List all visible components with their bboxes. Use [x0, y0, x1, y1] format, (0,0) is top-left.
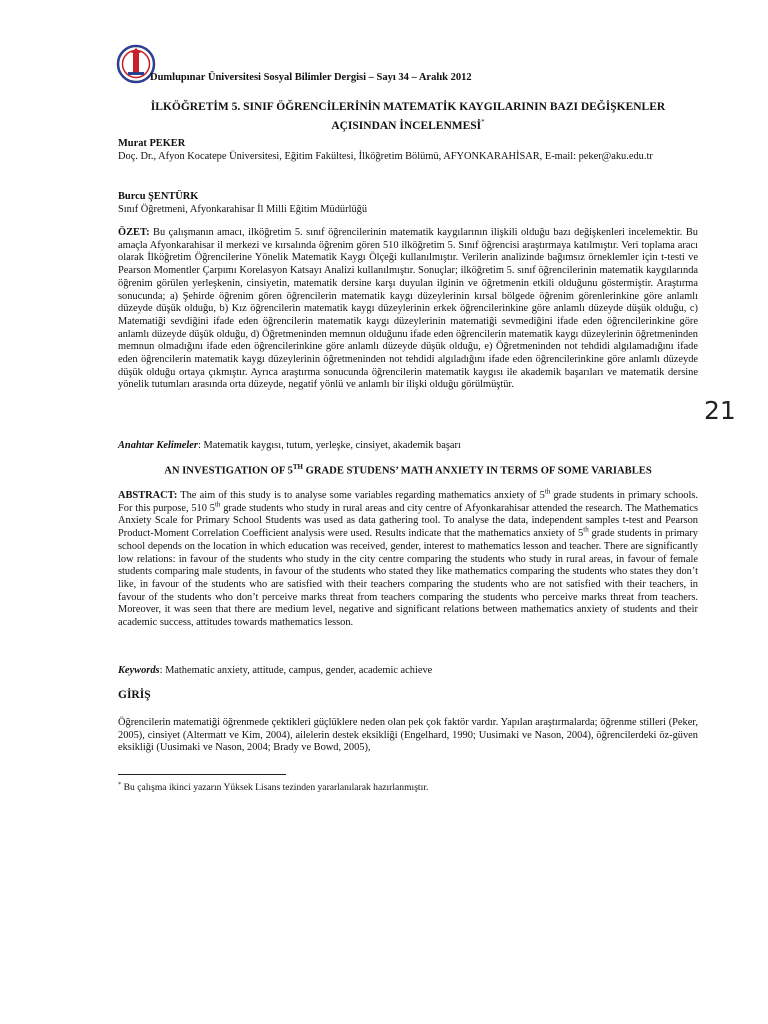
anahtar-kelimeler	[118, 440, 698, 453]
section-heading-giris: GİRİŞ	[118, 689, 151, 701]
footnote-text: Bu çalışma ikinci yazarın Yüksek Lisans tezinden yararlanılarak hazırlanmıştır.	[121, 782, 429, 794]
anahtar-label: Anahtar Kelimeler	[118, 440, 198, 451]
keywords-label: Keywords	[118, 665, 160, 676]
english-title-after: GRADE STUDENS’ MATH ANXIETY IN TERMS OF SOME VARIABLES	[302, 465, 652, 477]
title-line-1: İLKÖĞRETİM 5. SINIF ÖĞRENCİLERİNİN MATEMATİK KAYGILARININ BAZI DEĞİŞKENLER	[150, 101, 666, 113]
author-1-name: Murat PEKER	[118, 138, 186, 149]
ozet-label: ÖZET:	[118, 227, 150, 238]
title-line-2	[118, 115, 698, 134]
abstract-label: ABSTRACT:	[118, 490, 178, 501]
ozet-text: Bu çalışmanın amacı, ilköğretim 5. sınıf öğrencilerinin matematik kaygılarının ilişkili olduğu bazı değişkenleri incelemektir. Bu amaçla Afyonkarahisar il merkezi ve kırsalında öğrenim gören 510 ilköğretim 5. Sınıf öğrencisi araştırmaya katılmıştır. Veri toplama aracı olarak İlköğretim Öğrencilerine Yönelik Matematik Kaygı Ölçeği kullanılmıştır. Verilerin analizinde bağımsız örneklemler için t-testi ve Pearson Momentler Çarpımı Korelasyon Katsayı Analizi kullanılmıştır. Sonuçlar; ilköğretim 5. sınıf öğrencilerinin matematik kaygılarında öğrenim görülen yerleşkenin, cinsiyetin, matematik dersine karşı duyulan ilginin ve öğretmenin etkili olduğunu göstermiştir. Araştırma sonucunda; a) Şehirde öğrenim gören öğrencilerin matematik kaygı düzeylerinin kırsal bölgede öğrenim görenlerinkine göre anlamlı düzeyde düşük olduğu, b) Kız öğrencilerin matematik kaygı düzeylerinin erkek öğrencilerinkine göre anlamlı düzeyde düşük olduğu, c) Matematiği sevdiğini ifade eden öğrencilerin matematik kaygı düzeylerinin matematiği sevmediğini ifade eden öğrencilerinkine göre anlamlı düzeyde düşük olduğu, d) Öğretmeninden memnun olduğunu ifade eden öğrencilerin matematik kaygı düzeylerinin öğretmeninden memnun olmadığını ifade eden öğrencilerinkine göre anlamlı düzeyde düşük olduğu, e) Öğretmeninden not tehdidi algılamadığını ifade eden öğrencilerin matematik kaygı düzeylerinin öğretmeninden not tehdidi algıladığını ifade eden öğrencilerinkine göre anlamlı düzeyde düşük olduğu ortaya çıkmıştır. Ayrıca araştırma sonucunda öğrencilerin matematik kaygısı ile akademik başarıları ve matematik dersine yönelik tutumları arasında orta düzeyde, negatif yönlü ve anlamlı bir ilişki olduğu görülmüştür.	[118, 227, 698, 391]
keywords	[118, 665, 698, 678]
author-1	[118, 137, 698, 163]
journal-header: Dumlupınar Üniversitesi Sosyal Bilimler Dergisi – Sayı 34 – Aralık 2012	[150, 72, 472, 83]
abstract-sup-1: th	[544, 487, 551, 496]
article-title	[118, 100, 698, 134]
title-line-2-text: AÇISINDAN İNCELENMESİ	[331, 119, 482, 132]
footnote	[118, 781, 698, 793]
abstract-part-2: grade students in primary schools. For this purpose, 510 5	[118, 490, 698, 514]
footnote-divider	[118, 774, 286, 775]
abstract-part-1: The aim of this study is to analyse some variables regarding mathematics anxiety of 5	[177, 490, 545, 501]
english-title	[118, 463, 698, 477]
ozet-paragraph	[118, 227, 698, 392]
abstract-paragraph	[118, 487, 698, 630]
keywords-text: : Mathematic anxiety, attitude, campus, gender, academic achieve	[159, 665, 433, 676]
page-number: 21	[704, 396, 736, 425]
author-1-affiliation: Doç. Dr., Afyon Kocatepe Üniversitesi, Eğitim Fakültesi, İlköğretim Bölümü, AFYONKARAHİSAR, E-mail: peker@aku.edu.tr	[118, 151, 653, 162]
anahtar-text: : Matematik kaygısı, tutum, yerleşke, cinsiyet, akademik başarı	[197, 440, 461, 451]
english-title-before: AN INVESTIGATION OF 5	[164, 465, 293, 477]
abstract-sup-3: th	[583, 525, 589, 534]
author-2-name: Burcu ŞENTÜRK	[118, 191, 199, 202]
abstract-part-3: grade students who study in rural areas and city centre of Afyonkarahisar attended the research. The Mathematics Anxiety Scale for Primary School Students was used as data gathering tool. To analyse the data, independent samples t-test and Pearson Product-Moment Correlation Coefficient analysis were used. Results indicate that the mathematics anxiety of 5	[118, 502, 698, 540]
footnote-mark: *	[118, 781, 122, 788]
title-footnote-mark: *	[481, 118, 485, 126]
english-title-sup: TH	[292, 463, 303, 471]
author-2	[118, 190, 698, 216]
giris-paragraph: Öğrencilerin matematiği öğrenmede çektikleri güçlüklere neden olan pek çok faktör vardır. Yapılan araştırmalarda; öğrenme stilleri (Peker, 2005), cinsiyet (Altermatt ve Kim, 2004), ailelerin destek eksikliği (Engelhard, 1990; Uusimaki ve Nason, 2004), öğrencilerdeki öz-güven eksikliği (Uusimaki ve Nason, 2004; Brady ve Bowd, 2005),	[118, 717, 698, 754]
abstract-part-4: grade students in primary school depends on the location in which education was received, gender, interest to mathematics lesson and teacher. There are significantly low relations: in favour of the students who study in the city centre comparing the students who study in rural areas, in favour of female students comparing male students, in favour of the students who stated they like mathematics comparing the students who states they don’t like, in favour of the students who are satisfied with their teachers comparing the students who are not satisfied with their teachers, in favour of the students who don’t perceive marks threat from teachers comparing the students who perceive marks threat from teachers. Moreover, it was seen that there are medium level, negative and significant relations between mathematics anxiety of students and their academic success, attitudes towards mathematics lesson.	[118, 528, 698, 629]
abstract-sup-2: th	[214, 500, 221, 509]
author-2-affiliation: Sınıf Öğretmeni, Afyonkarahisar İl Milli Eğitim Müdürlüğü	[118, 204, 368, 215]
